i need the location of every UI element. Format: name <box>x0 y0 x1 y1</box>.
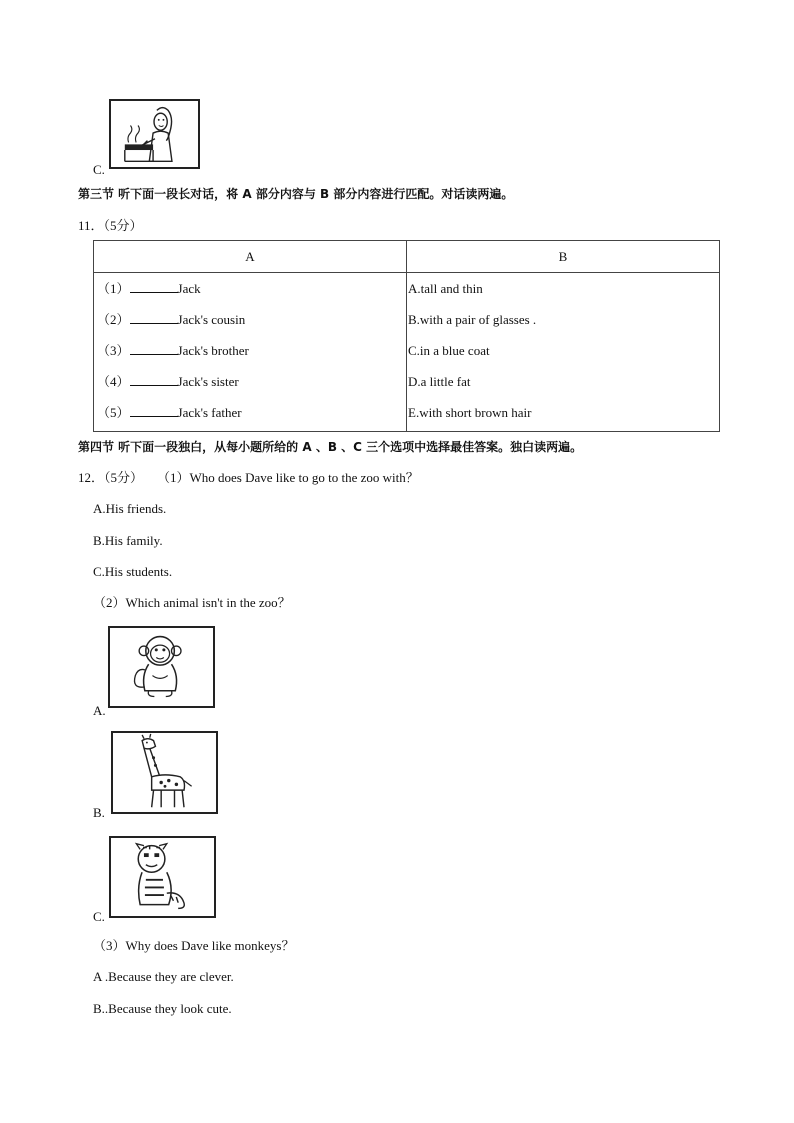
right-item: D.a little fat <box>408 374 471 389</box>
left-item <box>97 366 406 397</box>
q11-number: 11．（5分） <box>78 218 143 233</box>
left-item <box>97 397 406 428</box>
left-item-text: Jack's brother <box>177 343 249 358</box>
q10-option-c-picture <box>109 99 200 169</box>
left-item <box>97 304 406 335</box>
left-item <box>97 273 406 304</box>
left-item-text: Jack's cousin <box>177 312 246 327</box>
q12-sub3-option-a[interactable]: A .Because they are clever. <box>93 969 234 984</box>
cooking-woman-icon <box>111 101 198 167</box>
q12-sub1-question: （1）Who does Dave like to go to the zoo with？ <box>157 470 419 485</box>
left-item-text: Jack <box>177 281 201 296</box>
tiger-icon <box>111 838 214 916</box>
right-item: B.with a pair of glasses . <box>408 312 537 327</box>
q12-sub2-question: （2）Which animal isn't in the zoo？ <box>93 595 291 610</box>
matching-table <box>93 240 720 432</box>
q12-sub2-option-c-picture[interactable] <box>109 836 216 918</box>
q12-sub2-option-b-picture[interactable] <box>111 731 218 814</box>
answer-blank[interactable] <box>130 280 178 293</box>
right-item: A.tall and thin <box>408 281 483 296</box>
left-item-num: （2） <box>97 312 130 327</box>
q10-option-c-label: C. <box>93 162 105 177</box>
q12-sub1-option-c[interactable]: C.His students. <box>93 564 173 579</box>
right-item: E.with short brown hair <box>408 405 532 420</box>
giraffe-icon <box>113 733 216 812</box>
col-a-header-cell <box>94 241 407 273</box>
left-item <box>97 335 406 366</box>
q12-sub1-option-a[interactable]: A.His friends. <box>93 501 167 516</box>
left-item-num: （4） <box>97 374 130 389</box>
left-item-num: （3） <box>97 343 130 358</box>
left-item-text: Jack's father <box>177 405 242 420</box>
left-item-num: （5） <box>97 405 130 420</box>
q12-sub3-option-b[interactable]: B..Because they look cute. <box>93 1001 232 1016</box>
col-a-header: A <box>245 249 255 264</box>
q12-sub3-question: （3）Why does Dave like monkeys？ <box>93 938 295 953</box>
monkey-icon <box>110 628 213 706</box>
col-b-header: B <box>558 249 568 264</box>
answer-blank[interactable] <box>130 342 178 355</box>
answer-blank[interactable] <box>130 373 178 386</box>
q12-sub2-option-b-label[interactable]: B. <box>93 805 105 820</box>
left-item-num: （1） <box>97 281 130 296</box>
answer-blank[interactable] <box>130 311 178 324</box>
left-item-text: Jack's sister <box>177 374 239 389</box>
right-items-cell <box>407 273 720 432</box>
right-item: C.in a blue coat <box>408 343 490 358</box>
q12-sub2-option-a-picture[interactable] <box>108 626 215 708</box>
col-b-header-cell <box>407 241 720 273</box>
left-items-cell <box>94 273 407 432</box>
section4-instruction: 第四节 听下面一段独白，从每小题所给的 A 、B 、C 三个选项中选择最佳答案。独白读两遍。 <box>78 440 583 454</box>
q12-number: 12．（5分） <box>78 470 144 485</box>
q12-sub2-option-a-label[interactable]: A. <box>93 703 106 718</box>
answer-blank[interactable] <box>130 404 178 417</box>
q12-sub2-option-c-label[interactable]: C. <box>93 909 105 924</box>
q12-sub1-option-b[interactable]: B.His family. <box>93 533 163 548</box>
section3-instruction: 第三节 听下面一段长对话，将 A 部分内容与 B 部分内容进行匹配。对话读两遍。 <box>78 187 514 201</box>
